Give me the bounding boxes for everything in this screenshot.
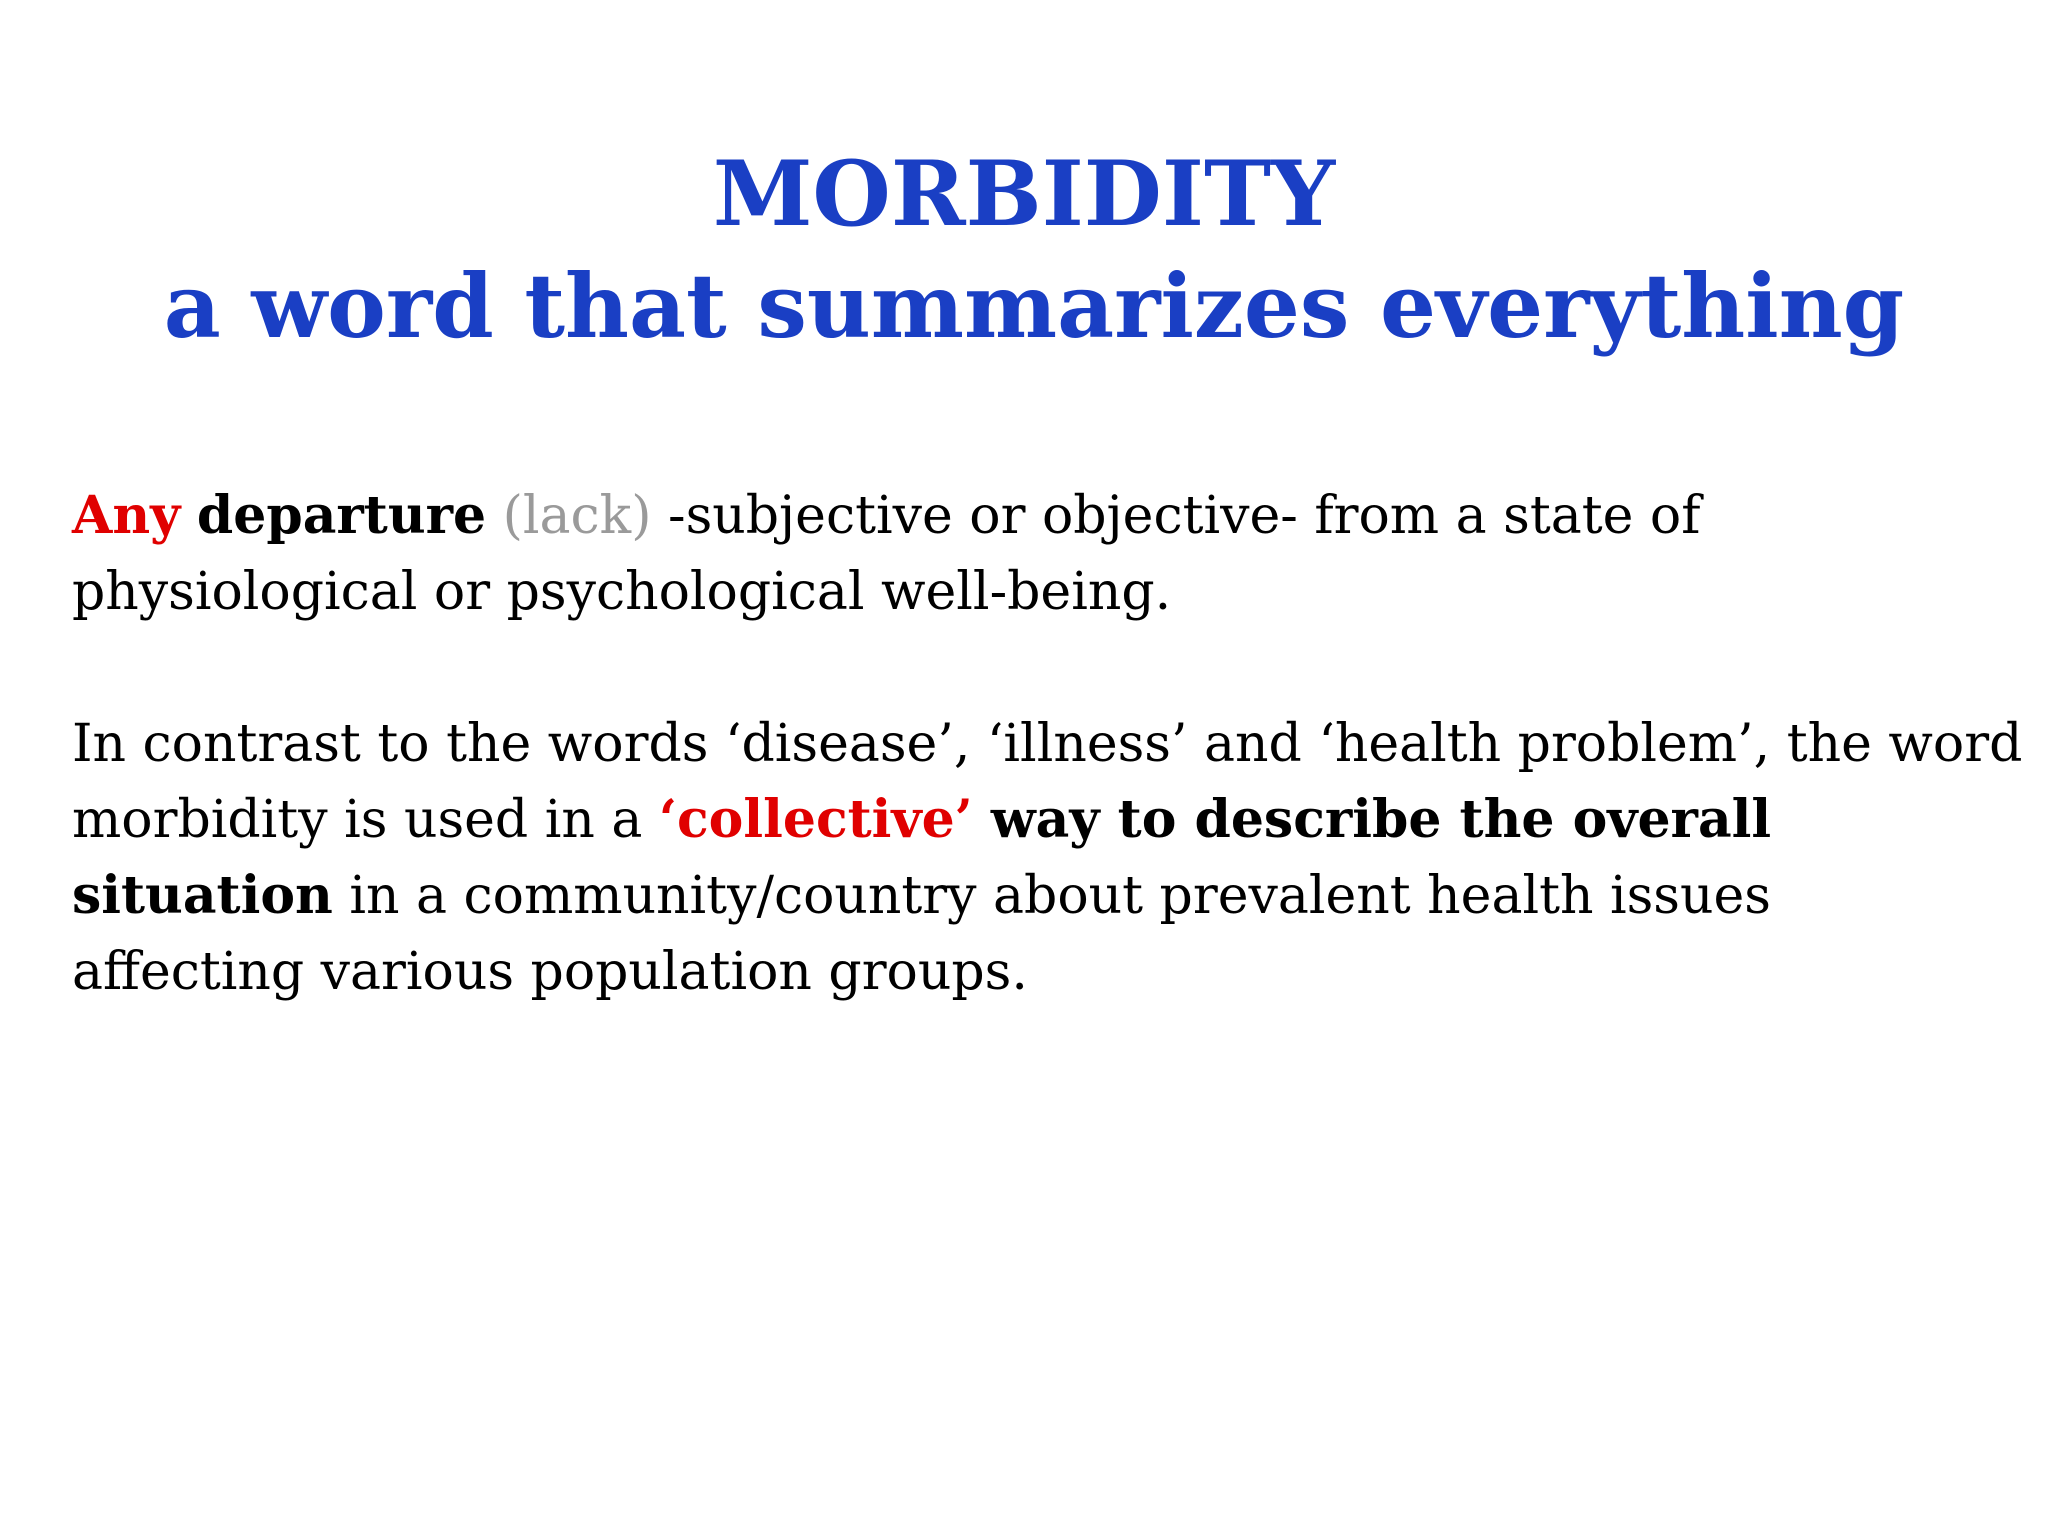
contrast-text-line1: In contrast to the words ‘disease’, ‘illness’ and ‘health problem’, the word: [72, 714, 2023, 774]
emphasis-collective: ‘collective’: [658, 789, 973, 850]
slide-title: [0, 138, 2048, 362]
muted-lack: (lack): [502, 486, 652, 546]
contrast-text-line4: affecting various population groups.: [72, 942, 1028, 1002]
title-subtitle: a word that summarizes everything: [163, 254, 1905, 358]
title-main: MORBIDITY: [712, 141, 1336, 247]
definition-paragraph: [72, 478, 2032, 630]
contrast-paragraph: [72, 706, 2032, 1010]
contrast-text-line2: morbidity is used in a: [72, 790, 659, 850]
contrast-text-line3: in a community/country about prevalent health issues: [332, 866, 1771, 926]
emphasis-any: Any: [72, 485, 181, 546]
emphasis-overall: way to describe the overall: [972, 789, 1772, 850]
emphasis-situation: situation: [72, 865, 333, 926]
emphasis-departure: departure: [196, 485, 487, 546]
definition-text-line1: -subjective or objective- from a state of: [651, 486, 1701, 546]
definition-text-line2: physiological or psychological well-being.: [72, 562, 1172, 622]
slide-body: [72, 478, 2032, 1010]
